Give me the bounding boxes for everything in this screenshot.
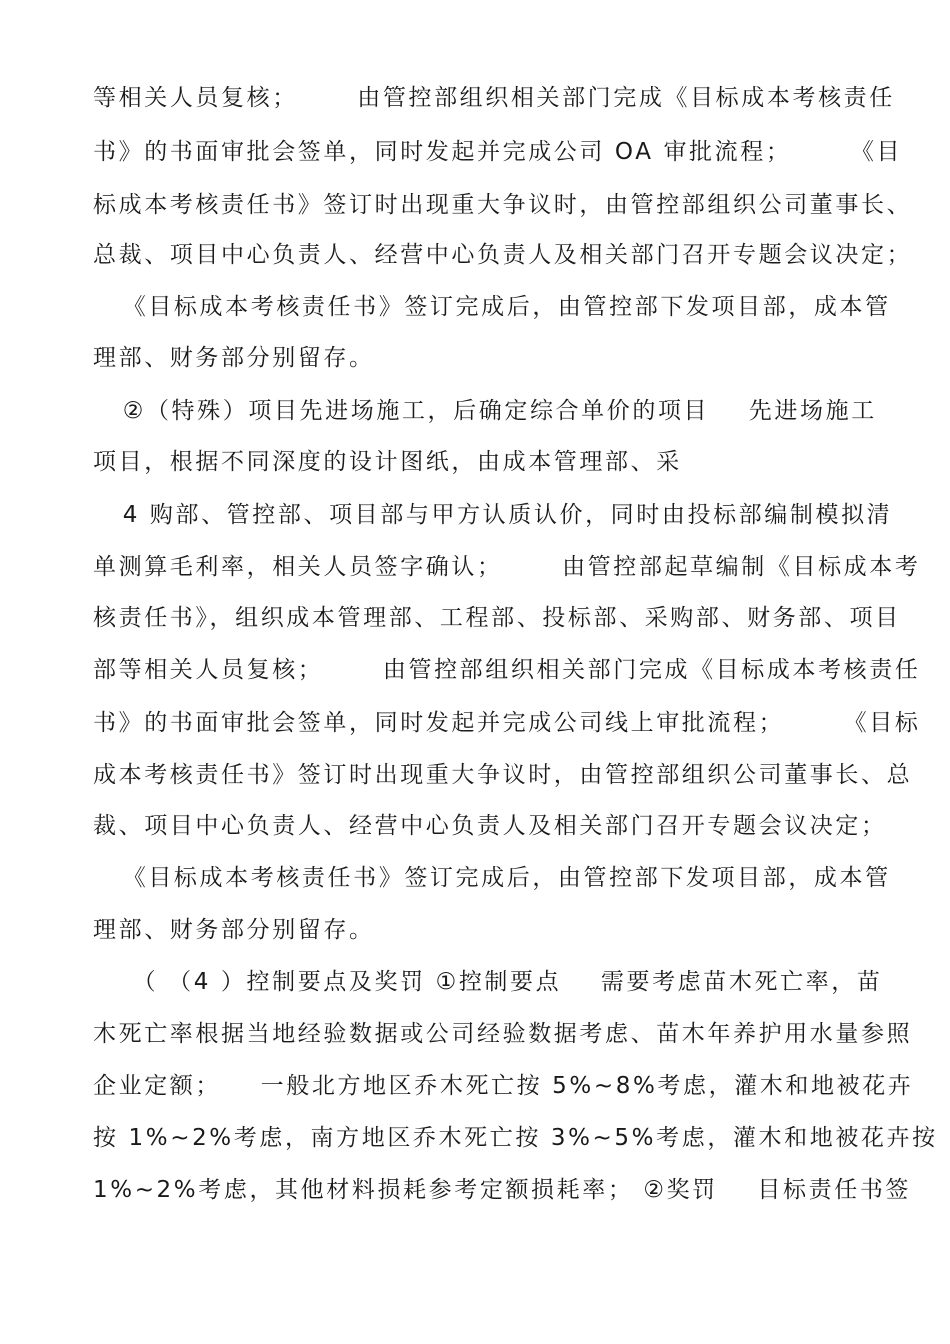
text-line: 书》的书面审批会签单，同时发起并完成公司线上审批流程； 《目标 bbox=[93, 710, 921, 736]
text-line: 成本考核责任书》签订时出现重大争议时，由管控部组织公司董事长、总 bbox=[93, 762, 913, 788]
text-line: 项目，根据不同深度的设计图纸，由成本管理部、采 bbox=[93, 449, 682, 475]
text-line: 理部、财务部分别留存。 bbox=[93, 917, 375, 943]
text-line: 理部、财务部分别留存。 bbox=[93, 345, 375, 371]
text-line: 企业定额； 一般北方地区乔木死亡按 5%~8%考虑，灌木和地被花卉 bbox=[93, 1073, 914, 1099]
text-line: 部等相关人员复核； 由管控部组织相关部门完成《目标成本考核责任 bbox=[93, 657, 921, 683]
text-line: 等相关人员复核； 由管控部组织相关部门完成《目标成本考核责任 bbox=[93, 85, 895, 111]
text-line: 1%~2%考虑，其他材料损耗参考定额损耗率； ②奖罚 目标责任书签 bbox=[93, 1177, 912, 1203]
text-line: 《目标成本考核责任书》签订完成后，由管控部下发项目部，成本管 bbox=[93, 865, 891, 891]
text-line: 木死亡率根据当地经验数据或公司经验数据考虑、苗木年养护用水量参照 bbox=[93, 1021, 913, 1047]
text-line: 书》的书面审批会签单，同时发起并完成公司 OA 审批流程； 《目 bbox=[93, 139, 903, 165]
text-line: 4 购部、管控部、项目部与甲方认质认价，同时由投标部编制模拟清 bbox=[93, 502, 893, 528]
text-line: 《目标成本考核责任书》签订完成后，由管控部下发项目部，成本管 bbox=[93, 294, 891, 320]
text-line: 裁、项目中心负责人、经营中心负责人及相关部门召开专题会议决定； bbox=[93, 813, 887, 839]
text-line: 单测算毛利率，相关人员签字确认； 由管控部起草编制《目标成本考 bbox=[93, 554, 921, 580]
text-line: 标成本考核责任书》签订时出现重大争议时，由管控部组织公司董事长、 bbox=[93, 192, 913, 218]
text-line: （ （4 ）控制要点及奖罚 ①控制要点 需要考虑苗木死亡率，苗 bbox=[93, 969, 883, 995]
text-line: ②（特殊）项目先进场施工，后确定综合单价的项目 先进场施工 bbox=[93, 398, 877, 424]
text-line: 总裁、项目中心负责人、经营中心负责人及相关部门召开专题会议决定； bbox=[93, 242, 913, 268]
text-line: 核责任书》，组织成本管理部、工程部、投标部、采购部、财务部、项目 bbox=[93, 605, 901, 631]
text-line: 按 1%~2%考虑，南方地区乔木死亡按 3%~5%考虑，灌木和地被花卉按 bbox=[93, 1125, 938, 1151]
